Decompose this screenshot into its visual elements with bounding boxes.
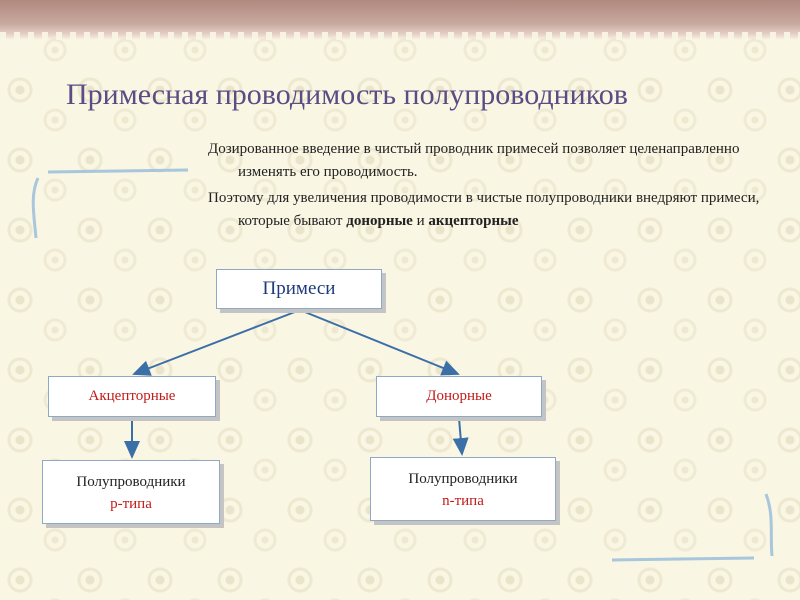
n-type-line1: Полупроводники bbox=[408, 471, 518, 487]
diagram-node-donor: Донорные bbox=[376, 376, 542, 417]
p-type-line1: Полупроводники bbox=[76, 474, 186, 490]
arrow-donor-to-n-type bbox=[459, 418, 462, 454]
arrow-root-to-acceptor bbox=[134, 310, 300, 374]
diagram-node-n-type bbox=[370, 457, 556, 521]
decorative-line-left bbox=[48, 170, 188, 172]
paragraph-2-text: Поэтому для увеличения проводимости в чистые полупроводники внедряют примеси, которые бывают bbox=[208, 190, 760, 229]
diagram-node-impurities: Примеси bbox=[216, 269, 382, 309]
p-type-line2: р-типа bbox=[110, 496, 152, 512]
n-type-line2: n-типа bbox=[442, 493, 484, 509]
slide-text bbox=[208, 138, 788, 236]
decorative-swash-right bbox=[766, 494, 772, 556]
decorative-line-right bbox=[612, 558, 754, 560]
paragraph-2 bbox=[208, 187, 788, 233]
paragraph-1: Дозированное введение в чистый проводник примесей позволяет целенаправленно изменять его проводимость. bbox=[208, 141, 740, 180]
diagram-node-acceptor: Акцепторные bbox=[48, 376, 216, 417]
paragraph-2-bold-donor: донорные bbox=[346, 213, 413, 229]
diagram-node-p-type bbox=[42, 460, 220, 524]
arrow-root-to-donor bbox=[300, 310, 458, 374]
slide-title: Примесная проводимость полупроводников bbox=[66, 78, 628, 111]
decorative-swash-left bbox=[33, 178, 38, 238]
paragraph-2-connector: и bbox=[412, 213, 429, 229]
paragraph-2-bold-acceptor: акцепторные bbox=[428, 213, 519, 229]
